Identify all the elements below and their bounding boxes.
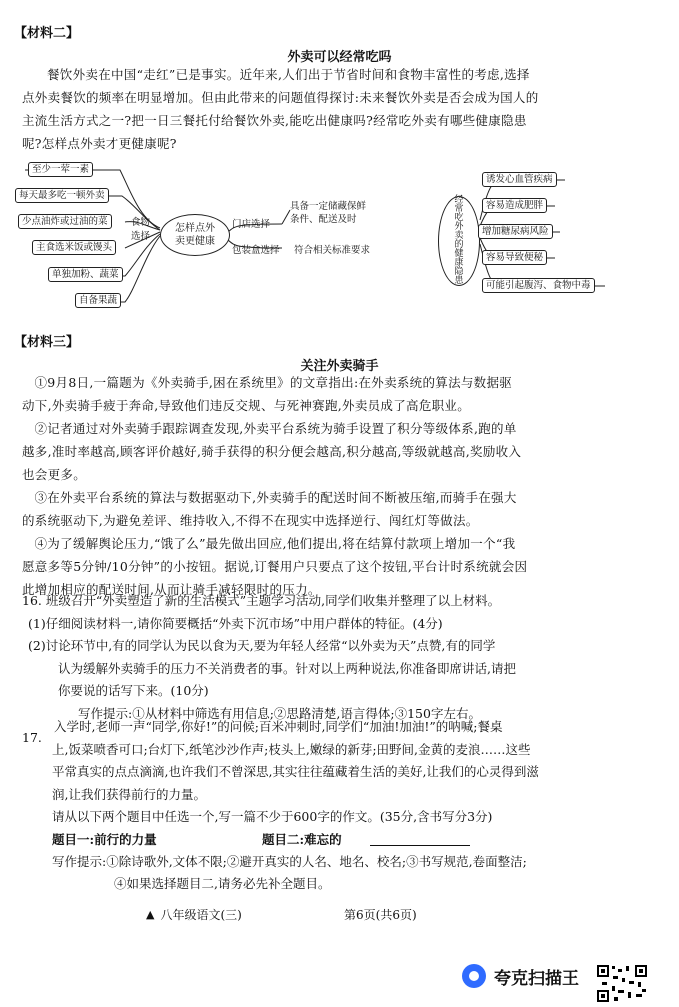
footer-grade: 八年级语文(三) [160, 908, 242, 922]
text-line: 愿意多等5分钟/10分钟”的小按钮。据说,订餐用户只要点了这个按钮,平台计时系统就会因 [22, 559, 528, 574]
text-line: 点外卖餐饮的频率在明显增加。但由此带来的问题值得探讨:未来餐饮外卖是否会成为国人的 [22, 90, 539, 105]
mindmap-left-item: 少点油炸或过油的菜 [18, 214, 112, 229]
mindmap-food-branch: 食物 选择 [131, 217, 151, 242]
text-line: 上,饭菜喷香可口;台灯下,纸笔沙沙作声;枝头上,嫩绿的新芽;田野间,金黄的麦浪……这些 [52, 741, 531, 757]
text-line: 动下,外卖骑手疲于奔命,导致他们违反交规、与死神赛跑,外卖员成了高危职业。 [22, 398, 471, 413]
mindmap-center: 怎样点外 卖更健康 [160, 214, 230, 256]
question-16 [22, 590, 672, 725]
mindmap-right-item: 容易造成肥胖 [482, 198, 547, 213]
mindmap-right-item: 诱发心血管疾病 [482, 172, 557, 187]
text-line: 越多,准时率越高,顾客评价越好,骑手获得的积分便会越高,积分越高,等级就越高,奖励收入 [22, 444, 522, 459]
text-line: ③在外卖平台系统的算法与数据驱动下,外卖骑手的配送时间不断被压缩,而骑手在强大 [34, 490, 517, 505]
mindmap-right-item: 增加糖尿病风险 [478, 224, 553, 239]
mindmap-left-item: 每天最多吃一顿外卖 [15, 188, 109, 203]
qr-code-icon [596, 964, 648, 1003]
q16-part2: (2)讨论环节中,有的同学认为民以食为天,要为年轻人经常“以外卖为天”点赞,有的同学 [28, 638, 496, 653]
mindmap-pack-label: 包装盒选择 [232, 245, 280, 256]
text-line: ①9月8日,一篇题为《外卖骑手,困在系统里》的文章指出:在外卖系统的算法与数据驱 [34, 375, 513, 390]
text-line: 认为缓解外卖骑手的压力不关消费者的事。针对以上两种说法,你准备即席讲话,请把 [58, 660, 516, 676]
q17-topics [52, 829, 672, 851]
material2-body [22, 63, 667, 155]
mindmap-right-item: 容易导致便秘 [482, 250, 547, 265]
mindmap-right-item: 可能引起腹泻、食物中毒 [482, 278, 595, 293]
text-line: 入学时,老师一声“同学,你好!”的问候;百米冲刺时,同学们“加油!加油!”的呐喊;餐桌 [54, 719, 503, 734]
mindmap-left-item: 至少一荤一素 [28, 162, 93, 177]
material3-body [22, 371, 667, 601]
q17-topic1: 题目一:前行的力量 [52, 831, 157, 847]
text-line: 主流生活方式之一?把一日三餐托付给餐饮外卖,能吃出健康吗?经常吃外卖有哪些健康隐患 [22, 113, 527, 128]
q17-writing-tips: 写作提示:①除诗歌外,文体不限;②避开真实的人名、地名、校名;③书写规范,卷面整洁; [52, 853, 527, 869]
triangle-icon: ▲ [146, 908, 155, 921]
footer-page: 第6页(共6页) [344, 908, 417, 922]
quark-logo-icon [460, 962, 488, 990]
text-line: 润,让我们获得前行的力量。 [52, 786, 206, 802]
q16-part1: (1)仔细阅读材料一,请你简要概括“外卖下沉市场”中用户群体的特征。(4分) [28, 615, 443, 631]
q17-topic2: 题目二:难忘的 [262, 831, 342, 847]
footer-left [146, 906, 242, 923]
text-line: 你要说的话写下来。(10分) [58, 683, 209, 698]
material2-title: 外卖可以经常吃吗 [287, 50, 392, 65]
text-line: 平常真实的点点滴滴,也许我们不曾深思,其实往往蕴藏着生活的美好,让我们的心灵得到滋 [52, 764, 539, 779]
q17-writing-tips-cont: ④如果选择题目二,请务必先补全题目。 [114, 876, 331, 891]
mind-map [0, 160, 679, 320]
text-line: 也会更多。 [22, 467, 87, 482]
material3-heading: 【材料三】 [14, 335, 80, 350]
mindmap-left-item: 单独加粉、蔬菜 [48, 267, 123, 282]
text-line: 呢?怎样点外卖才更健康呢? [22, 136, 177, 151]
text-line: 餐饮外卖在中国“走红”已是事实。近年来,人们出于节省时间和食物丰富性的考虑,选择 [47, 67, 530, 82]
text-line: ②记者通过对外卖骑手跟踪调查发现,外卖平台系统为骑手设置了积分等级体系,跑的单 [34, 421, 517, 436]
q17-number: 17. [22, 730, 42, 745]
text-line: 此增加相应的配送时间,从而让骑手减轻限时的压力。 [22, 582, 321, 597]
mindmap-pack-detail: 符合相关标准要求 [294, 245, 371, 256]
question-17 [52, 716, 672, 896]
mindmap-store-detail: 具备一定储藏保鲜 条件、配送及时 [290, 201, 367, 225]
q16-stem: 16. 班级召开“外卖塑造了新的生活模式”主题学习活动,同学们收集并整理了以上材料。 [22, 593, 501, 608]
q17-topic2-blank [370, 845, 470, 846]
text-line: ④为了缓解舆论压力,“饿了么”最先做出回应,他们提出,将在结算付款项上增加一个“我 [34, 536, 516, 551]
mindmap-right-center: 经 常 吃 外 卖 的 健 康 隐 患 [438, 196, 480, 286]
mindmap-left-item: 主食选米饭或馒头 [32, 240, 116, 255]
material2-heading: 【材料二】 [14, 26, 80, 41]
material3-title: 关注外卖骑手 [300, 359, 379, 374]
mindmap-left-item: 自备果蔬 [75, 293, 121, 308]
q16-writing-tips: 写作提示:①从材料中筛选有用信息;②思路清楚,语言得体;③150字左右。 [78, 705, 481, 721]
q17-instruction: 请从以下两个题目中任选一个,写一篇不少于600字的作文。(35分,含书写分3分) [52, 809, 493, 824]
text-line: 的系统驱动下,为避免差评、维持收入,不得不在现实中选择逆行、闯红灯等做法。 [22, 513, 479, 528]
scanner-watermark [460, 962, 579, 990]
scanner-brand: 夸克扫描王 [494, 968, 579, 989]
mindmap-store-label: 门店选择 [232, 219, 271, 230]
